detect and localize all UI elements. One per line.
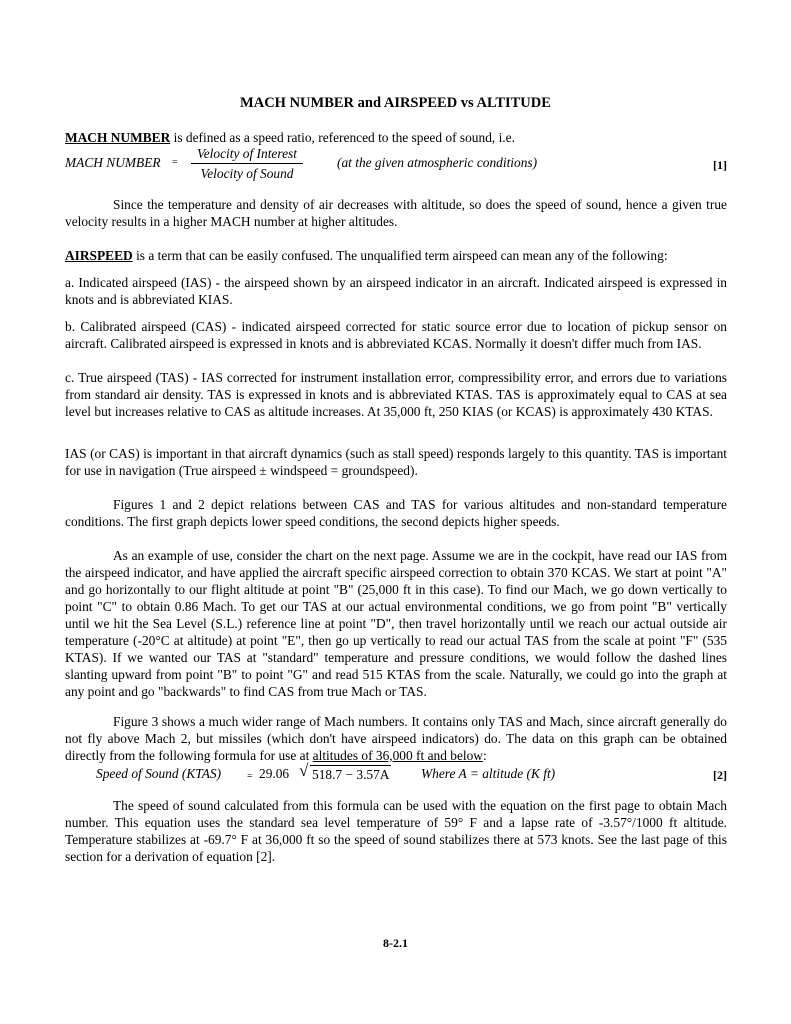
final-paragraph: The speed of sound calculated from this formula can be used with the equation on the first page to obtain Mach number. This equation uses the standard sea level temperature of 59° F and a lapse rate of -3.57°/1000 ft altitude. Temperature stabilizes at -69.7° F at 36,000 ft so the speed of sound stabilizes there at 573 knots. See the last page of this section for a derivation of equation [2]. (65, 798, 727, 864)
eq1-lhs: MACH NUMBER (65, 155, 161, 170)
mach-term: MACH NUMBER (65, 130, 171, 145)
eq1-denominator: Velocity of Sound (200, 166, 294, 181)
equation-2 (65, 761, 727, 787)
airspeed-item-c: c. True airspeed (TAS) - IAS corrected for instrument installation error, compressibility error, and errors due to variations from standard air density. TAS is expressed in knots and is abbreviated KTAS. TAS is approximately equal to CAS at sea level but increases relative to CAS as altitude increases. At 35,000 ft, 250 KIAS (or KCAS) is approximately 430 KTAS. (65, 370, 727, 419)
figure3-paragraph (65, 713, 727, 764)
eq2-number: [2] (713, 768, 727, 782)
airspeed-importance: IAS (or CAS) is important in that aircraft dynamics (such as stall speed) responds largely to this quantity. TAS is important for use in navigation (True airspeed ± windspeed = groundspeed). (65, 446, 727, 478)
eq1-fraction (191, 145, 303, 182)
example-paragraph: As an example of use, consider the chart on the next page. Assume we are in the cockpit, have read our IAS from the airspeed indicator, and have applied the aircraft specific airspeed correction to obtain 370 KCAS. We start at point "A" and go horizontally to our flight altitude at point "B" (25,000 ft in this case). To find our Mach, we go down vertically to point "C" to obtain 0.86 Mach. To get our TAS at our actual environmental conditions, we go from point "B" vertically until we hit the Sea Level (S.L.) reference line at point "D", then travel horizontally until we reach our actual outside air temperature (-20°C at altitude) at point "E", then go up vertically to read our actual TAS from the scale at point "F" (535 KTAS). If we wanted our TAS at "standard" temperature and pressure conditions, we would follow the dashed lines slanting upward from point "B" to point "G" and read 515 KTAS from the scale. Naturally, we could go into the graph at any point and go "backwards" to find CAS from true Mach or TAS. (65, 548, 727, 699)
eq1-number: [1] (713, 158, 727, 172)
mach-definition (65, 129, 727, 146)
figure3-text: Figure 3 shows a much wider range of Mach numbers. It contains only TAS and Mach, since aircraft generally do not fly above Mach 2, but missiles (which don't have airspeed indicators) do. The data on this graph can be obtained directly from the following formula for use at (65, 714, 727, 763)
airspeed-intro-text: is a term that can be easily confused. The unqualified term airspeed can mean any of the following: (132, 248, 668, 263)
figure3-end: : (482, 748, 487, 763)
eq1-numerator: Velocity of Interest (191, 145, 303, 164)
figures-paragraph: Figures 1 and 2 depict relations between CAS and TAS for various altitudes and non-standard temperature conditions. The first graph depicts lower speed conditions, the second depicts higher speeds. (65, 497, 727, 529)
eq1-condition: (at the given atmospheric conditions) (337, 155, 538, 170)
eq2-lhs: Speed of Sound (KTAS) (96, 766, 222, 781)
mach-definition-text: is defined as a speed ratio, referenced to the speed of sound, i.e. (170, 130, 515, 145)
eq2-coefficient: 29.06 (259, 766, 290, 781)
airspeed-intro (65, 247, 727, 264)
airspeed-item-a: a. Indicated airspeed (IAS) - the airspeed shown by an airspeed indicator in an aircraft. Indicated airspeed is expressed in knots and is abbreviated KIAS. (65, 275, 727, 307)
eq1-equals: = (172, 157, 178, 168)
eq2-where: Where A = altitude (K ft) (421, 766, 556, 781)
airspeed-item-b: b. Calibrated airspeed (CAS) - indicated airspeed corrected for static source error due to location of pickup sensor on aircraft. Calibrated airspeed is expressed in knots and is abbreviated KCAS. Normally it doesn't differ much from IAS. (65, 319, 727, 351)
eq2-equals: = (247, 771, 253, 782)
equation-1 (65, 145, 727, 185)
eq2-radicand: 518.7 − 3.57A (312, 767, 390, 782)
eq2-radical-sign: √ (299, 761, 309, 780)
page-number: 8-2.1 (383, 936, 408, 950)
page-title: MACH NUMBER and AIRSPEED vs ALTITUDE (240, 95, 551, 111)
mach-paragraph: Since the temperature and density of air decreases with altitude, so does the speed of sound, hence a given true velocity results in a higher MACH number at higher altitudes. (65, 197, 727, 229)
figure3-underlined: altitudes of 36,000 ft and below (312, 748, 483, 763)
airspeed-term: AIRSPEED (65, 248, 133, 263)
